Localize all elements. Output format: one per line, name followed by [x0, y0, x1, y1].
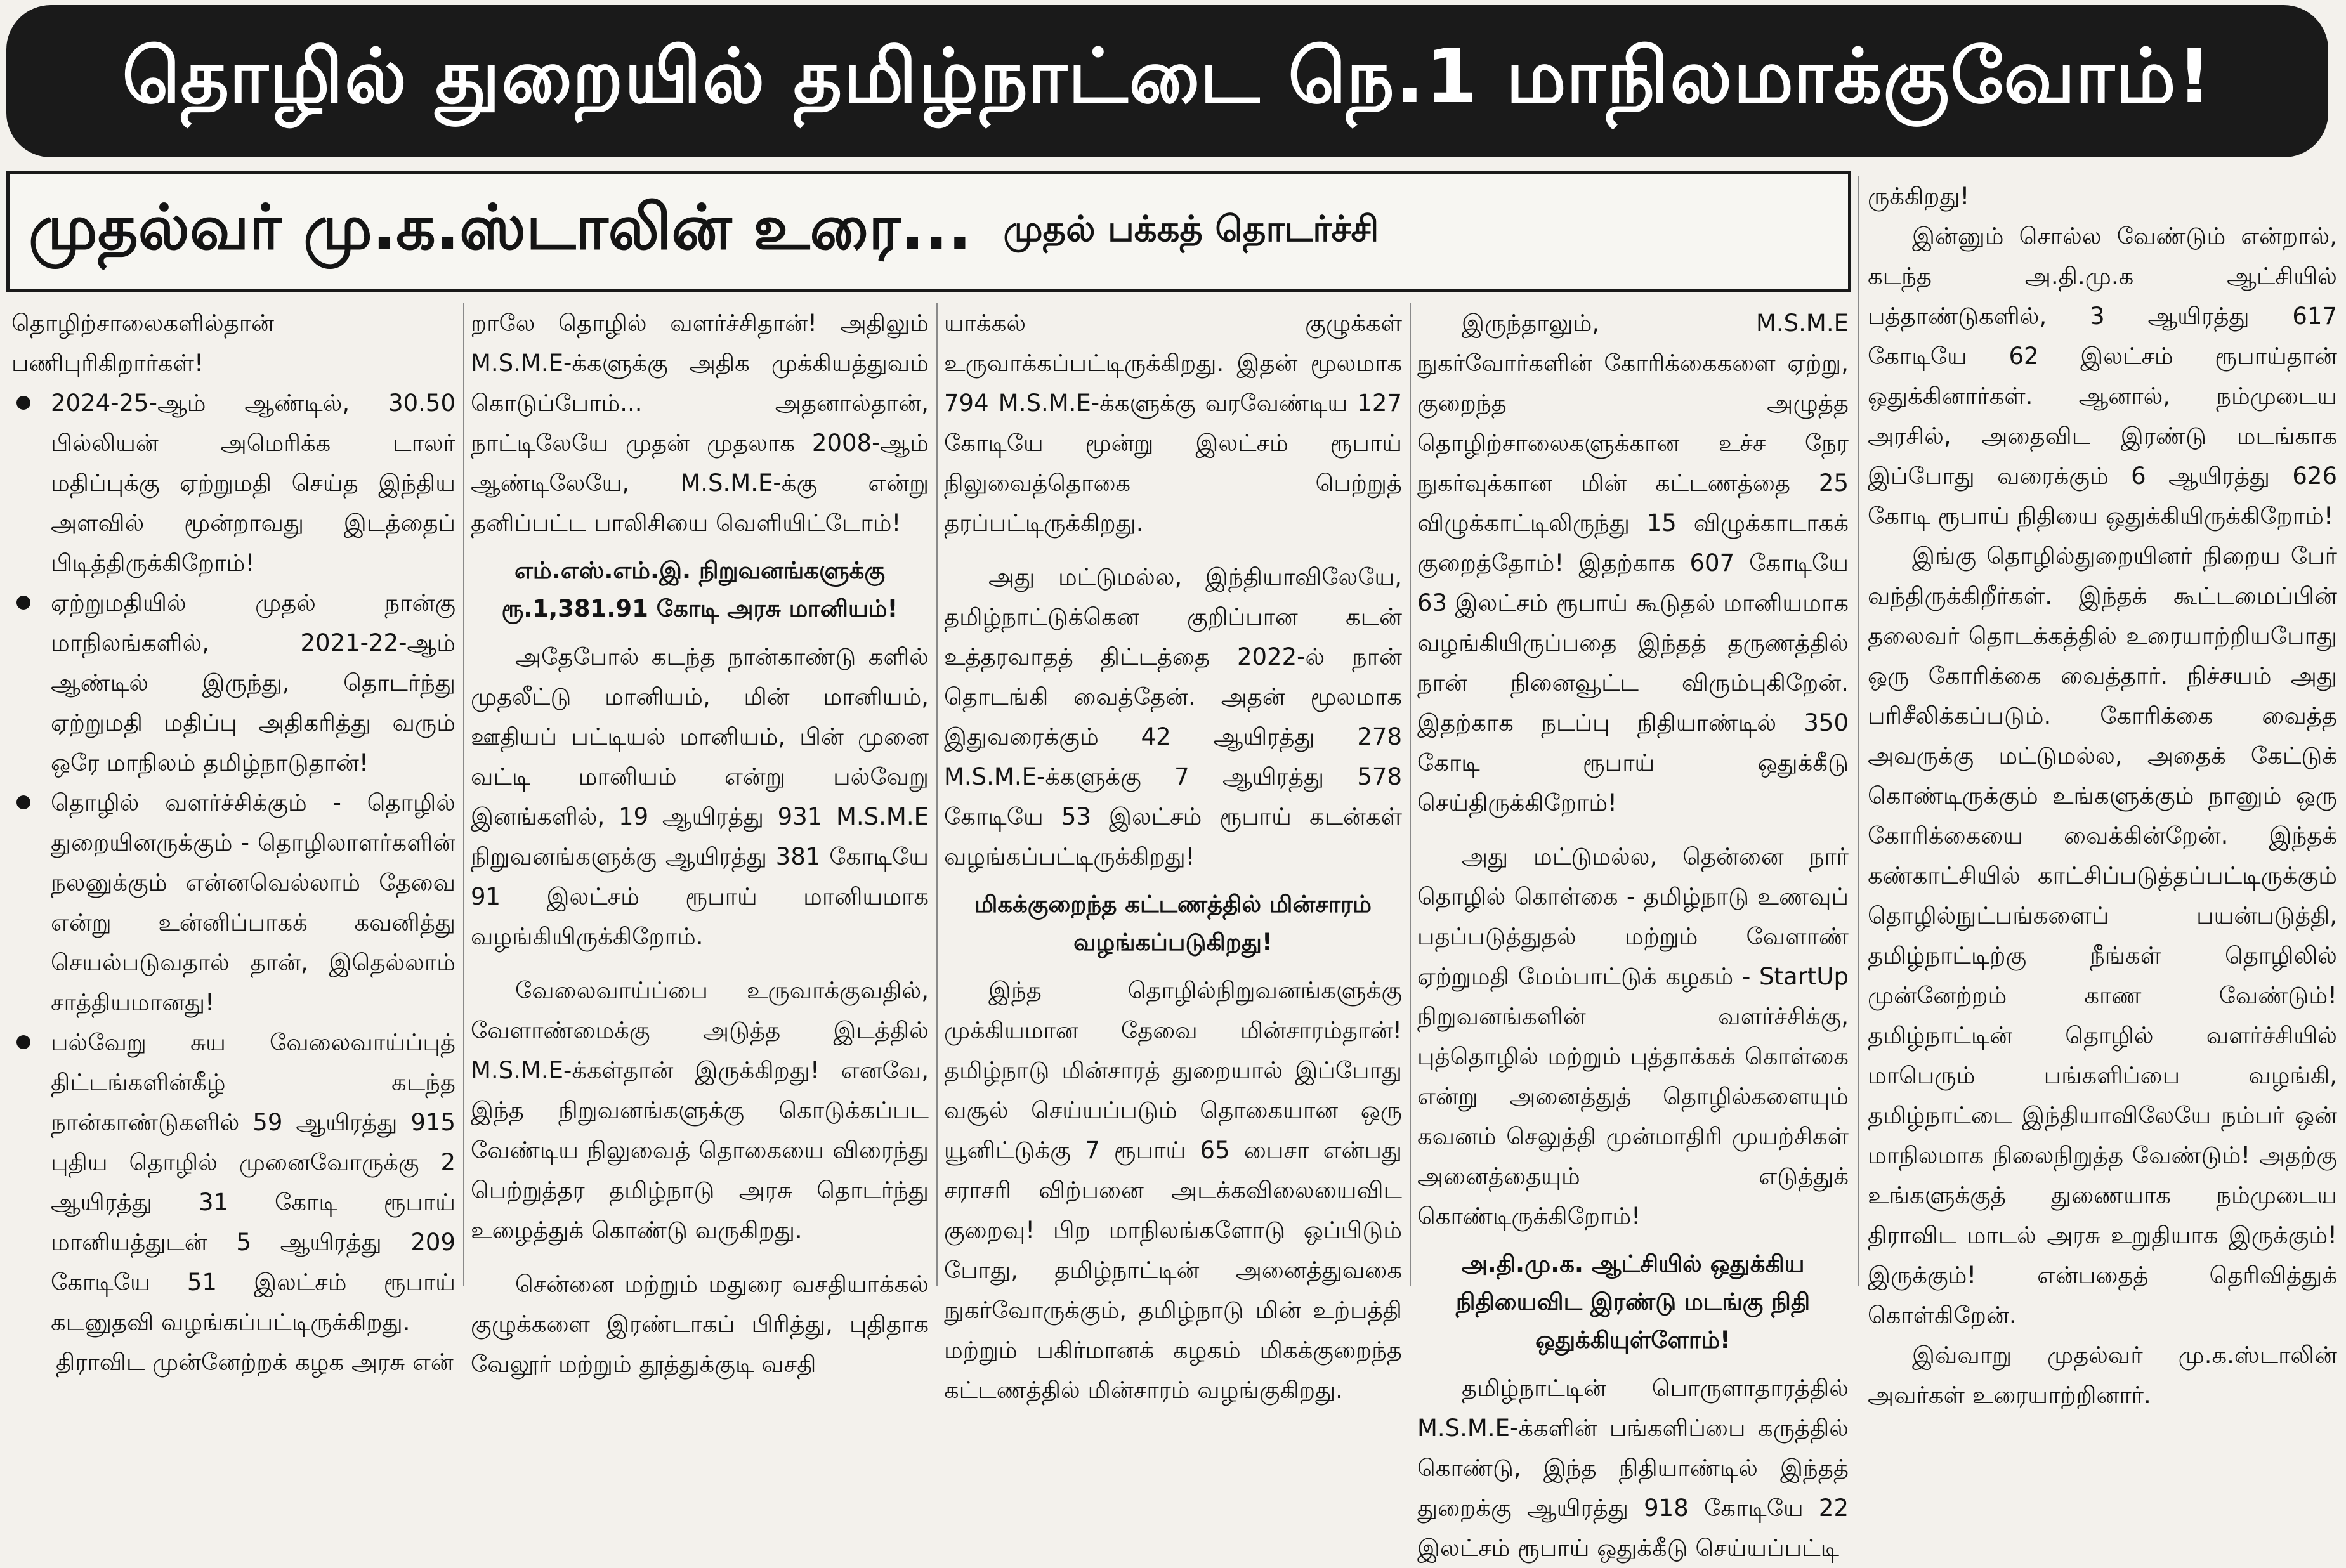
section-subheading: அ.தி.மு.க. ஆட்சியில் ஒதுக்கிய நிதியைவிட இரண்டு மடங்கு நிதி ஒதுக்கியுள்ளோம்! [1455, 1250, 1811, 1354]
paragraph: றாலே தொழில் வளர்ச்சிதான்! அதிலும் M.S.M.E-க்களுக்கு அதிக முக்கியத்துவம் கொடுப்போம்... அதனால்தான், நாட்டிலேயே முதன் முதலாக 2008-ஆம் ஆண்டிலேயே, M.S.M.E-க்கு என்று தனிப்பட்ட பாலிசியை வெளியிட்டோம்! [471, 310, 929, 537]
column-divider [936, 303, 938, 1286]
column-divider [463, 303, 464, 1286]
section-subheading: மிகக்குறைந்த கட்டணத்தில் மின்சாரம் வழங்கப்படுகிறது! [974, 891, 1372, 956]
paragraph: தொழிற்சாலைகளில்தான் பணிபுரிகிறார்கள்! [11, 310, 274, 377]
section-subheading: எம்.எஸ்.எம்.இ. நிறுவனங்களுக்கு ரூ.1,381.91 கோடி அரசு மானியம்! [501, 557, 898, 622]
bullet-item [11, 783, 455, 1022]
bullet-text: தொழில் வளர்ச்சிக்கும் - தொழில் துறையினருக்கும் - தொழிலாளர்களின் நலனுக்கும் என்னவெல்லாம் தேவை என்று உன்னிப்பாகக் கவனித்து செயல்படுவதால் தான், இதெல்லாம் சாத்தியமானது! [51, 789, 455, 1016]
headline-banner [6, 5, 2328, 157]
column-divider [1858, 176, 1859, 1286]
continuation-label: முதல் பக்கத் தொடர்ச்சி [1003, 209, 1379, 250]
paragraph: அது மட்டுமல்ல, தென்னை நார் தொழில் கொள்கை - தமிழ்நாடு உணவுப் பதப்படுத்துதல் மற்றும் வேளாண் ஏற்றுமதி மேம்பாட்டுக் கழகம் - StartUp நிறுவனங்களின் வளர்ச்சிக்கு, புத்தொழில் மற்றும் புத்தாக்கக் கொள்கை என்று அனைத்துத் தொழில்களையும் கவனம் செலுத்தி முன்மாதிரி முயற்சிகள் அனைத்தையும் எடுத்துக் கொண்டிருக்கிறோம்! [1417, 843, 1849, 1230]
bullet-item [11, 583, 455, 783]
bullet-icon [16, 795, 30, 809]
paragraph: யாக்கல் குழுக்கள் உருவாக்கப்பட்டிருக்கிறது. இதன் மூலமாக 794 M.S.M.E-க்களுக்கு வரவேண்டிய 127 கோடியே மூன்று இலட்சம் ரூபாய் நிலுவைத்தொகை பெற்றுத் தரப்பட்டிருக்கிறது. [944, 310, 1402, 537]
article-column-4 [1417, 303, 1849, 1562]
paragraph: இருந்தாலும், M.S.M.E நுகர்வோர்களின் கோரிக்கைகளை ஏற்று, குறைந்த அழுத்த தொழிற்சாலைகளுக்கான உச்ச நேர நுகர்வுக்கான மின் கட்டணத்தை 25 விழுக்காட்டிலிருந்து 15 விழுக்காடாகக் குறைத்தோம்! இதற்காக 607 கோடியே 63 இலட்சம் ரூபாய் கூடுதல் மானியமாக வழங்கியிருப்பதை இந்தத் தருணத்தில் நான் நினைவூட்ட விரும்புகிறேன். இதற்காக நடப்பு நிதியாண்டில் 350 கோடி ரூபாய் ஒதுக்கீடு செய்திருக்கிறோம்! [1417, 310, 1849, 816]
bullet-icon [16, 596, 30, 610]
paragraph: ருக்கிறது! [1868, 183, 1970, 210]
bullet-text: பல்வேறு சுய வேலைவாய்ப்புத் திட்டங்களின்கீழ் கடந்த நான்காண்டுகளில் 59 ஆயிரத்து 915 புதிய தொழில் முனைவோருக்கு 2 ஆயிரத்து 31 கோடி ரூபாய் மானியத்துடன் 5 ஆயிரத்து 209 கோடியே 51 இலட்சம் ரூபாய் கடனுதவி வழங்கப்பட்டிருக்கிறது. [51, 1029, 455, 1336]
bullet-list [11, 383, 455, 1342]
subheading-box [6, 171, 1851, 292]
paragraph: இந்த தொழில்நிறுவனங்களுக்கு முக்கியமான தேவை மின்சாரம்தான்! தமிழ்நாடு மின்சாரத் துறையால் இப்போது வசூல் செய்யப்படும் தொகையான ஒரு யூனிட்டுக்கு 7 ரூபாய் 65 பைசா என்பது சராசரி விற்பனை அடக்கவிலையைவிட குறைவு! பிற மாநிலங்களோடு ஒப்பிடும் போது, தமிழ்நாட்டின் அனைத்துவகை நுகர்வோருக்கும், தமிழ்நாடு மின் உற்பத்தி மற்றும் பகிர்மானக் கழகம் மிகக்குறைந்த கட்டணத்தில் மின்சாரம் வழங்குகிறது. [944, 977, 1402, 1404]
bullet-icon [16, 396, 30, 410]
paragraph: அது மட்டுமல்ல, இந்தியாவிலேயே, தமிழ்நாட்டுக்கென குறிப்பான கடன் உத்தரவாதத் திட்டத்தை 2022-ல் நான் தொடங்கி வைத்தேன். அதன் மூலமாக இதுவரைக்கும் 42 ஆயிரத்து 278 M.S.M.E-க்களுக்கு 7 ஆயிரத்து 578 கோடியே 53 இலட்சம் ரூபாய் கடன்கள் வழங்கப்பட்டிருக்கிறது! [944, 563, 1402, 870]
paragraph: வேலைவாய்ப்பை உருவாக்குவதில், வேளாண்மைக்கு அடுத்த இடத்தில் M.S.M.E-க்கள்தான் இருக்கிறது! எனவே, இந்த நிறுவனங்களுக்கு கொடுக்கப்பட வேண்டிய நிலுவைத் தொகையை விரைந்து பெற்றுத்தர தமிழ்நாடு அரசு தொடர்ந்து உழைத்துக் கொண்டு வருகிறது. [471, 977, 929, 1244]
paragraph: சென்னை மற்றும் மதுரை வசதியாக்கல் குழுக்களை இரண்டாகப் பிரித்து, புதிதாக வேலூர் மற்றும் தூத்துக்குடி வசதி [471, 1271, 929, 1378]
paragraph: இங்கு தொழில்துறையினர் நிறைய பேர் வந்திருக்கிறீர்கள். இந்தக் கூட்டமைப்பின் தலைவர் தொடக்கத்தில் உரையாற்றியபோது ஒரு கோரிக்கை வைத்தார். நிச்சயம் அது பரிசீலிக்கப்படும். கோரிக்கை வைத்த அவருக்கு மட்டுமல்ல, அதைக் கேட்டுக் கொண்டிருக்கும் உங்களுக்கும் நானும் ஒரு கோரிக்கையை வைக்கின்றேன். இந்தக் கண்காட்சியில் காட்சிப்படுத்தப்பட்டிருக்கும் தொழில்நுட்பங்களைப் பயன்படுத்தி, தமிழ்நாட்டிற்கு நீங்கள் தொழிலில் முன்னேற்றம் காண வேண்டும்! தமிழ்நாட்டின் தொழில் வளர்ச்சியில் மாபெரும் பங்களிப்பை வழங்கி, தமிழ்நாட்டை இந்தியாவிலேயே நம்பர் ஒன் மாநிலமாக நிலைநிறுத்த வேண்டும்! அதற்கு உங்களுக்குத் துணையாக நம்முடைய திராவிட மாடல் அரசு உறுதியாக இருக்கும்! இருக்கும்! என்பதைத் தெரிவித்துக் கொள்கிறேன். [1868, 542, 2337, 1329]
paragraph: திராவிட முன்னேற்றக் கழக அரசு என் [56, 1349, 454, 1376]
paragraph: தமிழ்நாட்டின் பொருளாதாரத்தில் M.S.M.E-க்களின் பங்களிப்பை கருத்தில் கொண்டு, இந்த நிதியாண்டில் இந்தத் துறைக்கு ஆயிரத்து 918 கோடியே 22 இலட்சம் ரூபாய் ஒதுக்கீடு செய்யப்பட்டி [1417, 1375, 1849, 1562]
column-divider [1410, 303, 1411, 1286]
article-column-5 [1868, 176, 2337, 1409]
article-column-1 [11, 303, 455, 1376]
article-column-3 [944, 303, 1402, 1404]
paragraph: அதேபோல் கடந்த நான்காண்டு களில் முதலீட்டு மானியம், மின் மானியம், ஊதியப் பட்டியல் மானியம், பின் முனை வட்டி மானியம் என்று பல்வேறு இனங்களில், 19 ஆயிரத்து 931 M.S.M.E நிறுவனங்களுக்கு ஆயிரத்து 381 கோடியே 91 இலட்சம் ரூபாய் மானியமாக வழங்கியிருக்கிறோம். [471, 643, 929, 950]
bullet-icon [16, 1035, 30, 1049]
bullet-item [11, 383, 455, 583]
bullet-text: 2024-25-ஆம் ஆண்டில், 30.50 பில்லியன் அமெரிக்க டாலர் மதிப்புக்கு ஏற்றுமதி செய்த இந்திய அளவில் மூன்றாவது இடத்தைப் பிடித்திருக்கிறோம்! [51, 389, 455, 577]
paragraph: இன்னும் சொல்ல வேண்டும் என்றால், கடந்த அ.தி.மு.க ஆட்சியில் பத்தாண்டுகளில், 3 ஆயிரத்து 617 கோடியே 62 இலட்சம் ரூபாய்தான் ஒதுக்கினார்கள். ஆனால், நம்முடைய அரசில், அதைவிட இரண்டு மடங்காக இப்போது வரைக்கும் 6 ஆயிரத்து 626 கோடி ரூபாய் நிதியை ஒதுக்கியிருக்கிறோம்! [1868, 223, 2337, 530]
paragraph: இவ்வாறு முதல்வர் மு.க.ஸ்டாலின் அவர்கள் உரையாற்றினார். [1868, 1342, 2337, 1409]
subheading-title: முதல்வர் மு.க.ஸ்டாலின் உரை... [29, 191, 972, 264]
bullet-text: ஏற்றுமதியில் முதல் நான்கு மாநிலங்களில், 2021-22-ஆம் ஆண்டில் இருந்து, தொடர்ந்து ஏற்றுமதி மதிப்பு அதிகரித்து வரும் ஒரே மாநிலம் தமிழ்நாடுதான்! [51, 589, 455, 776]
headline: தொழில் துறையில் தமிழ்நாட்டை நெ.1 மாநிலமாக்குவோம்! [122, 32, 2213, 120]
bullet-item [11, 1022, 455, 1342]
article-column-2 [471, 303, 929, 1378]
